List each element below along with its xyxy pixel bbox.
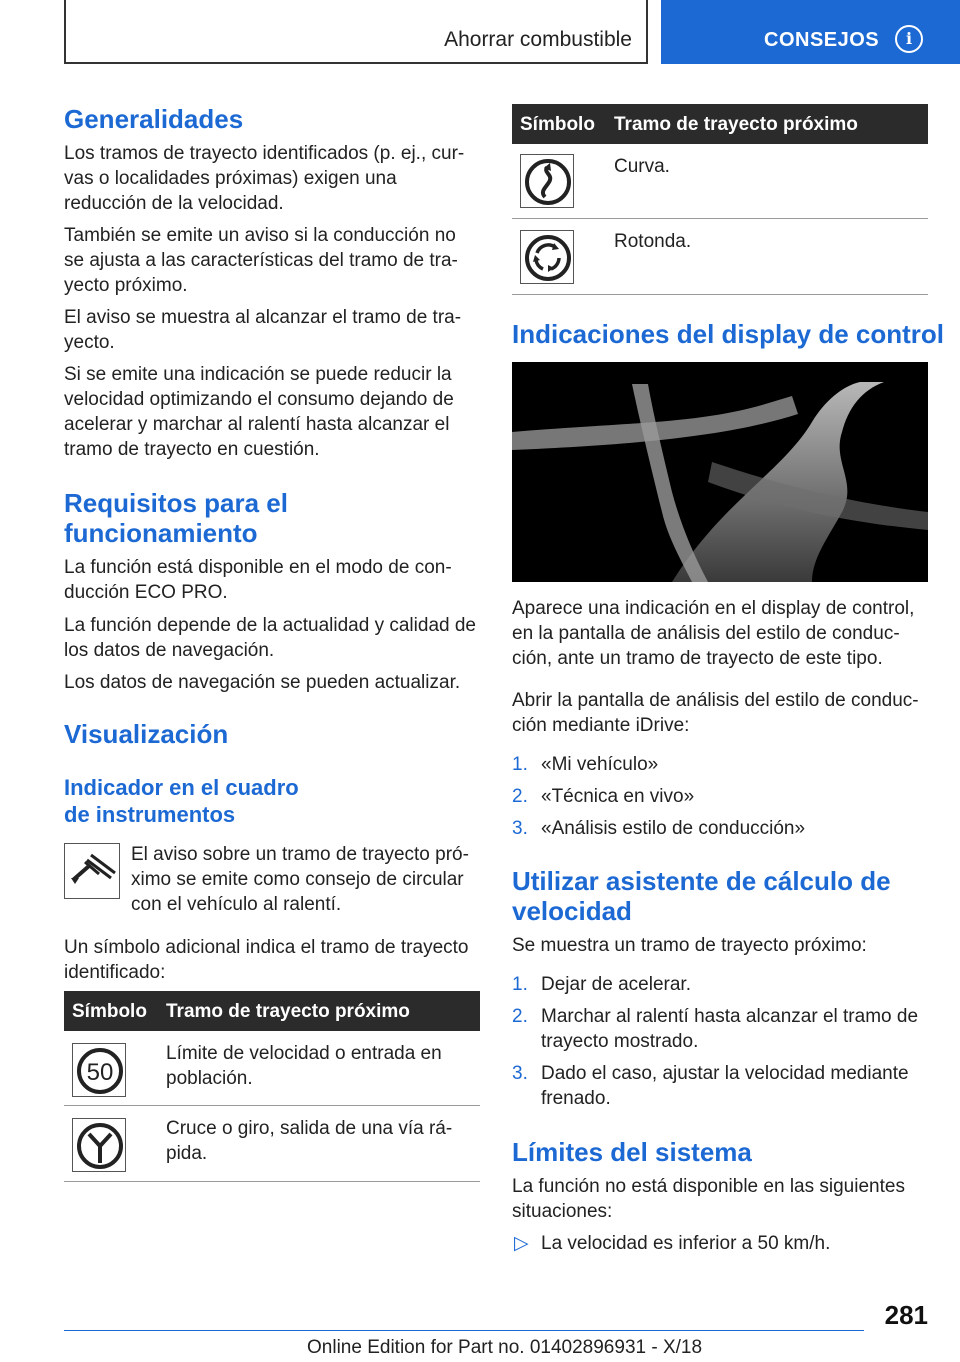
indicator-description: El aviso sobre un tramo de trayecto pró-ximo se emite como consejo de circular con el vehículo al ralentí. — [131, 844, 469, 915]
heading-generalidades: Generalidades — [64, 104, 244, 134]
table-row — [512, 144, 928, 219]
heading-asistente-line2: velocidad — [512, 896, 632, 926]
step-number: 1. — [512, 974, 528, 995]
table-cell: Rotonda. — [614, 231, 692, 252]
heading-asistente — [512, 866, 891, 926]
subheading-indicador-line1: Indicador en el cuadro — [64, 775, 299, 800]
table-header — [64, 991, 480, 1031]
table-header-symbol: Símbolo — [520, 114, 595, 135]
idrive-steps — [512, 752, 922, 841]
heading-requisitos-line2: funcionamiento — [64, 518, 258, 548]
step-text: Dado el caso, ajustar la velocidad mediante frenado. — [541, 1063, 909, 1109]
list-item — [512, 1004, 922, 1054]
heading-limites: Límites del sistema — [512, 1137, 752, 1167]
table-row — [64, 1106, 480, 1182]
table-header-section: Tramo de trayecto próximo — [166, 1001, 410, 1022]
paragraph: Aparece una indicación en el display de control, en la pantalla de análisis del estilo de conduc-ción, ante un tramo de trayecto de este tipo. — [512, 598, 915, 669]
subheading-indicador-line2: de instrumentos — [64, 802, 236, 827]
asistente-steps — [512, 972, 922, 1111]
paragraph: Si se emite una indicación se puede reducir la velocidad optimizando el consumo dejando de acelerar y marchar al ralentí hasta alcanzar el tramo de trayecto en cuestión. — [64, 364, 454, 460]
curve-icon — [520, 154, 574, 208]
info-icon[interactable]: i — [895, 25, 923, 53]
paragraph: Los tramos de trayecto identificados (p. ej., cur-vas o localidades próximas) exigen una reducción de la velocidad. — [64, 143, 465, 214]
heading-display: Indicaciones del display de control — [512, 319, 944, 349]
list-item — [512, 1061, 922, 1111]
subheading-indicador — [64, 774, 299, 828]
speed-limit-50-icon — [72, 1043, 126, 1097]
list-item — [512, 752, 922, 777]
table-cell: Límite de velocidad o entrada en población. — [166, 1043, 442, 1089]
footer-edition: Online Edition for Part no. 01402896931 - X/18 — [307, 1337, 703, 1358]
step-number: 2. — [512, 786, 528, 807]
heading-requisitos-line1: Requisitos para el — [64, 488, 288, 518]
tab-consejos-label: CONSEJOS — [764, 29, 880, 51]
step-text: «Técnica en vivo» — [541, 786, 695, 807]
coasting-indicator-icon — [64, 843, 120, 899]
speed-limit-50-text: 50 — [86, 1059, 114, 1086]
paragraph: La función depende de la actualidad y calidad de los datos de navegación. — [64, 615, 476, 661]
header-section-box — [64, 0, 648, 64]
triangle-bullet-icon: ▷ — [514, 1233, 529, 1254]
paragraph: También se emite un aviso si la conducción no se ajusta a las características del tramo de tra-yecto próximo. — [64, 225, 458, 296]
table-header-section: Tramo de trayecto próximo — [614, 114, 858, 135]
roundabout-icon — [520, 230, 574, 284]
table-cell: Cruce o giro, salida de una vía rá-pida. — [166, 1118, 453, 1164]
step-number: 1. — [512, 754, 528, 775]
step-number: 2. — [512, 1006, 528, 1027]
paragraph: Abrir la pantalla de análisis del estilo de conduc-ción mediante iDrive: — [512, 690, 919, 736]
footer-divider — [64, 1330, 864, 1331]
step-number: 3. — [512, 1063, 528, 1084]
heading-asistente-line1: Utilizar asistente de cálculo de — [512, 866, 891, 896]
heading-requisitos — [64, 488, 288, 548]
paragraph: La función está disponible en el modo de con-ducción ECO PRO. — [64, 557, 452, 603]
step-text: Marchar al ralentí hasta alcanzar el tramo de trayecto mostrado. — [541, 1006, 919, 1052]
list-item — [512, 784, 922, 809]
paragraph: El aviso se muestra al alcanzar el tramo de tra-yecto. — [64, 307, 462, 353]
header-section-title: Ahorrar combustible — [444, 28, 632, 51]
step-text: «Mi vehículo» — [541, 754, 659, 775]
symbol-table-right — [512, 104, 928, 295]
table-row — [64, 1031, 480, 1106]
page-number: 281 — [884, 1300, 928, 1330]
bullet-text: La velocidad es inferior a 50 km/h. — [541, 1233, 831, 1254]
step-number: 3. — [512, 818, 528, 839]
symbol-table-left — [64, 991, 480, 1182]
list-item — [512, 972, 922, 997]
control-display-image — [512, 362, 928, 582]
paragraph: Un símbolo adicional indica el tramo de trayecto identificado: — [64, 937, 469, 983]
table-header-symbol: Símbolo — [72, 1001, 147, 1022]
heading-visualizacion: Visualización — [64, 719, 229, 749]
paragraph: Se muestra un tramo de trayecto próximo: — [512, 935, 867, 956]
table-header — [512, 104, 928, 144]
table-row — [512, 219, 928, 295]
paragraph: Los datos de navegación se pueden actualizar. — [64, 672, 461, 693]
step-text: Dejar de acelerar. — [541, 974, 691, 995]
step-text: «Análisis estilo de conducción» — [541, 818, 806, 839]
list-item — [512, 816, 922, 841]
paragraph: La función no está disponible en las siguientes situaciones: — [512, 1176, 905, 1222]
tab-consejos[interactable] — [661, 0, 960, 64]
junction-icon — [72, 1118, 126, 1172]
table-cell: Curva. — [614, 156, 670, 177]
